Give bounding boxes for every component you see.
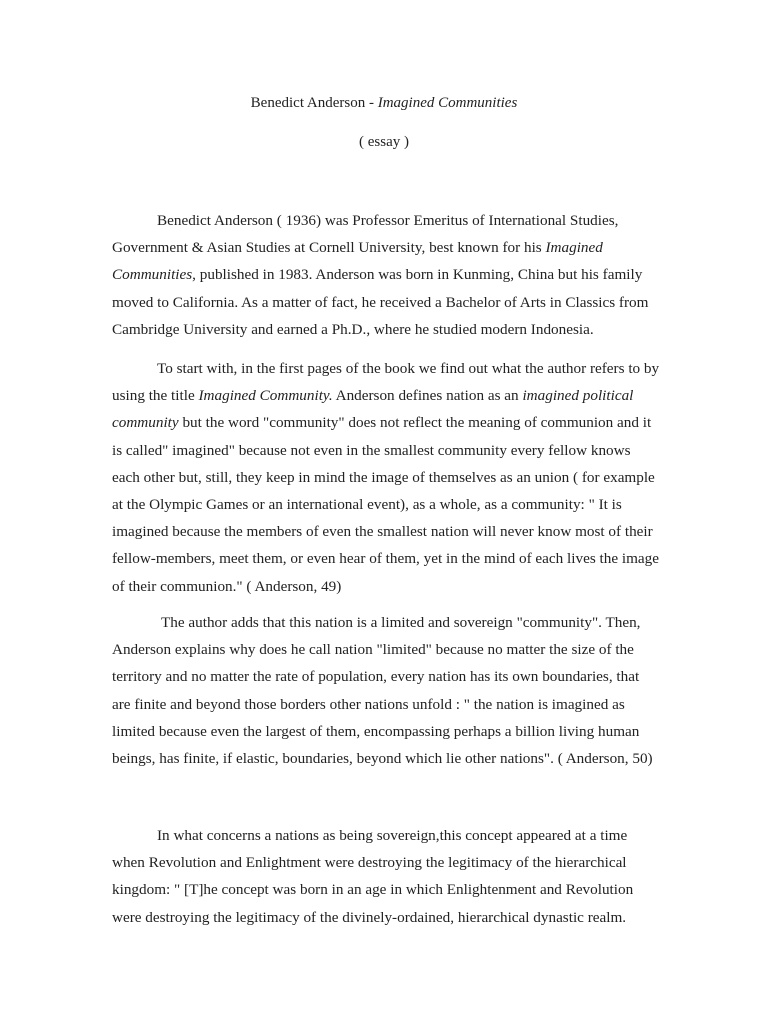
paragraph-2: To start with, in the first pages of the book we find out what the author refers to by using the title Imagined Community. Anderson defines nation as an imagined political community but the word "community" does not reflect the meaning of communion and it is called" imagined" because not even in the smallest community every fellow knows each other but, still, they keep in mind the image of themselves as an union ( for example at the Olympic Games or an international event), as a whole, as a community: " It is imagined because the members of even the smallest nation will never know most of their fellow-members, meet them, or even hear of them, yet in the mind of each lives the image of their communion." ( Anderson, 49) [112, 360, 660, 595]
paragraph-3: The author adds that this nation is a limited and sovereign "community". Then, Anderson explains why does he call nation "limited" because no matter the size of the territory and no matter the rate of population, every nation has its own boundaries, that are finite and beyond those borders other nations unfold : " the nation is imagined as limited because even the largest of them, encompassing perhaps a billion living human beings, has finite, if elastic, boundaries, beyond which lie other nations". ( Anderson, 50) [112, 614, 653, 768]
title-work: Imagined Communities [377, 95, 518, 111]
document-subtitle: ( essay ) [359, 134, 409, 150]
paragraph-4: In what concerns a nations as being sovereign,this concept appeared at a time when Revolution and Enlightment were destroying the legitimacy of the hierarchical kingdom: " [T]he concept was born in an age in which Enlightenment and Revolution were destroying the legitimacy of the divinely-ordained, hierarchical dynastic realm. [112, 827, 634, 926]
paragraph-1: Benedict Anderson ( 1936) was Professor Emeritus of International Studies, Government & Asian Studies at Cornell University, best known for his Imagined Communities, published in 1983. Anderson was born in Kunming, China but his family moved to California. As a matter of fact, he received a Bachelor of Arts in Classics from Cambridge University and earned a Ph.D., where he studied modern Indonesia. [112, 212, 649, 338]
title-author: Benedict Anderson - [250, 95, 378, 111]
document-title [0, 94, 768, 112]
